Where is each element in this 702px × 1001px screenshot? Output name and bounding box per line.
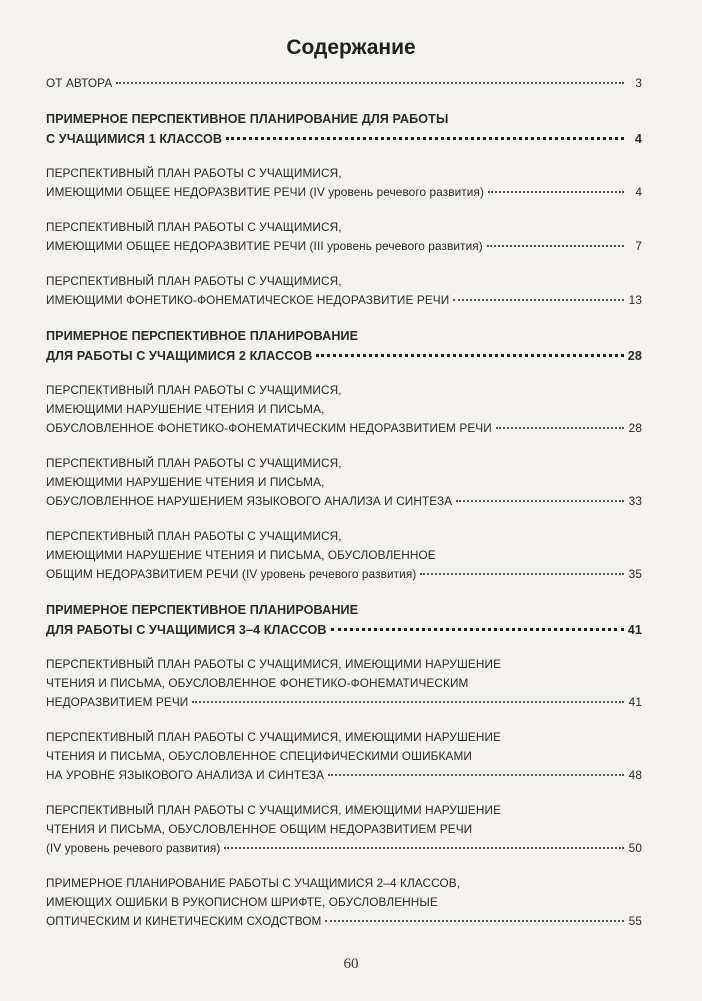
toc-entry-line: ИМЕЮЩИМИ НАРУШЕНИЕ ЧТЕНИЯ И ПИСЬМА, ОБУСЛОВЛЕННОЕ [46,548,436,562]
toc-entry [46,164,642,202]
toc-entry-last-line [46,129,642,149]
toc-page-number: 7 [635,239,642,253]
toc-entry-line: ПЕРСПЕКТИВНЫЙ ПЛАН РАБОТЫ С УЧАЩИМИСЯ, [46,529,342,543]
toc-entry [46,381,642,438]
toc-page-number: 50 [628,841,642,855]
toc-entry [46,655,642,712]
toc-entry-line: ПЕРСПЕКТИВНЫЙ ПЛАН РАБОТЫ С УЧАЩИМИСЯ, [46,166,342,180]
toc-entry-last-line [46,419,642,438]
toc-entry [46,272,642,310]
page-title: Содержание [286,36,416,59]
toc-entry-text: ИМЕЮЩИМИ ОБЩЕЕ НЕДОРАЗВИТИЕ РЕЧИ (IV уровень речевого развития) [46,185,484,199]
dot-leader [325,919,624,922]
toc-entry-line: ЧТЕНИЯ И ПИСЬМА, ОБУСЛОВЛЕННОЕ ФОНЕТИКО-ФОНЕМАТИЧЕСКИМ [46,676,469,690]
toc-entry-text: НЕДОРАЗВИТИЕМ РЕЧИ [46,695,189,709]
toc-entry-line: ИМЕЮЩИХ ОШИБКИ В РУКОПИСНОМ ШРИФТЕ, ОБУСЛОВЛЕННЫЕ [46,895,438,909]
toc-entry-line: ПЕРСПЕКТИВНЫЙ ПЛАН РАБОТЫ С УЧАЩИМИСЯ, [46,383,342,397]
toc-entry [46,74,642,93]
toc-entry-last-line [46,183,642,202]
toc-entry-text: ОБУСЛОВЛЕННОЕ НАРУШЕНИЕМ ЯЗЫКОВОГО АНАЛИЗА И СИНТЕЗА [46,494,453,508]
toc-entry [46,728,642,785]
toc-page-number: 4 [635,185,642,199]
toc-page-number: 4 [634,132,642,146]
toc-entry-line: ПЕРСПЕКТИВНЫЙ ПЛАН РАБОТЫ С УЧАЩИМИСЯ, ИМЕЮЩИМИ НАРУШЕНИЕ [46,657,502,671]
toc-entry-line: ПРИМЕРНОЕ ПЕРСПЕКТИВНОЕ ПЛАНИРОВАНИЕ ДЛЯ РАБОТЫ [46,112,449,126]
toc-entry-last-line [46,912,642,931]
dot-leader [224,846,624,849]
toc-entry-line: ПРИМЕРНОЕ ПЕРСПЕКТИВНОЕ ПЛАНИРОВАНИЕ [46,329,359,343]
toc-entry-line: ПЕРСПЕКТИВНЫЙ ПЛАН РАБОТЫ С УЧАЩИМИСЯ, [46,220,342,234]
toc-page-number: 33 [628,494,642,508]
toc-entry-line: ЧТЕНИЯ И ПИСЬМА, ОБУСЛОВЛЕННОЕ СПЕЦИФИЧЕСКИМИ ОШИБКАМИ [46,749,472,763]
toc-entry-line: ПЕРСПЕКТИВНЫЙ ПЛАН РАБОТЫ С УЧАЩИМИСЯ, [46,274,342,288]
dot-leader [226,136,624,140]
toc-entry-text: ОТ АВТОРА [46,76,113,90]
dot-leader [488,190,624,193]
toc-entry-last-line [46,693,642,712]
toc-entry-line: ПРИМЕРНОЕ ПЛАНИРОВАНИЕ РАБОТЫ С УЧАЩИМИСЯ 2–4 КЛАССОВ, [46,876,461,890]
toc-entry-last-line [46,291,642,310]
toc-entry [46,874,642,931]
toc-entry-last-line [46,492,642,511]
dot-leader [496,426,624,429]
toc-entry-text: ОБУСЛОВЛЕННОЕ ФОНЕТИКО-ФОНЕМАТИЧЕСКИМ НЕДОРАЗВИТИЕМ РЕЧИ [46,421,492,435]
toc-entry-last-line [46,346,642,366]
toc-page-number: 3 [635,76,642,90]
toc-entry-text: С УЧАЩИМИСЯ 1 КЛАССОВ [46,132,223,146]
toc-page-number: 13 [628,293,642,307]
toc-entry-text: (IV уровень речевого развития) [46,841,221,855]
toc-entry-line: ИМЕЮЩИМИ НАРУШЕНИЕ ЧТЕНИЯ И ПИСЬМА, [46,402,325,416]
toc-entry-line: ПЕРСПЕКТИВНЫЙ ПЛАН РАБОТЫ С УЧАЩИМИСЯ, ИМЕЮЩИМИ НАРУШЕНИЕ [46,730,502,744]
toc-entry [46,801,642,858]
toc-page-number: 41 [628,695,642,709]
toc-entry-line: ПЕРСПЕКТИВНЫЙ ПЛАН РАБОТЫ С УЧАЩИМИСЯ, ИМЕЮЩИМИ НАРУШЕНИЕ [46,803,502,817]
dot-leader [116,81,624,84]
toc-page-number: 28 [627,349,642,363]
toc-page-number: 35 [628,567,642,581]
toc-entry-text: ОБЩИМ НЕДОРАЗВИТИЕМ РЕЧИ (IV уровень речевого развития) [46,567,417,581]
dot-leader [328,773,624,776]
toc-page-number: 48 [628,768,642,782]
toc-entry-line: ЧТЕНИЯ И ПИСЬМА, ОБУСЛОВЛЕННОЕ ОБЩИМ НЕДОРАЗВИТИЕМ РЕЧИ [46,822,473,836]
toc-entry-line: ИМЕЮЩИМИ НАРУШЕНИЕ ЧТЕНИЯ И ПИСЬМА, [46,475,325,489]
toc-entry [46,454,642,511]
toc-entry-text: НА УРОВНЕ ЯЗЫКОВОГО АНАЛИЗА И СИНТЕЗА [46,768,325,782]
toc-entry-text: ДЛЯ РАБОТЫ С УЧАЩИМИСЯ 2 КЛАССОВ [46,349,313,363]
toc-entry-last-line [46,620,642,640]
toc-entry-text: ОПТИЧЕСКИМ И КИНЕТИЧЕСКИМ СХОДСТВОМ [46,914,322,928]
dot-leader [420,572,624,575]
toc-entry-last-line [46,766,642,785]
toc-entry-last-line [46,237,642,256]
toc-entry-last-line [46,565,642,584]
toc-entry-text: ИМЕЮЩИМИ ОБЩЕЕ НЕДОРАЗВИТИЕ РЕЧИ (III уровень речевого развития) [46,239,483,253]
dot-leader [453,298,624,301]
toc-entry [46,218,642,256]
toc-entry-line: ПРИМЕРНОЕ ПЕРСПЕКТИВНОЕ ПЛАНИРОВАНИЕ [46,603,359,617]
toc-page-number: 41 [627,623,642,637]
toc-section-entry [46,600,642,640]
toc-entry-text: ДЛЯ РАБОТЫ С УЧАЩИМИСЯ 3–4 КЛАССОВ [46,623,327,637]
dot-leader [192,700,624,703]
toc-entry [46,527,642,584]
toc-entry-last-line [46,839,642,858]
toc-entry-line: ПЕРСПЕКТИВНЫЙ ПЛАН РАБОТЫ С УЧАЩИМИСЯ, [46,456,342,470]
toc-section-entry [46,326,642,366]
toc-entry-text: ИМЕЮЩИМИ ФОНЕТИКО-ФОНЕМАТИЧЕСКОЕ НЕДОРАЗВИТИЕ РЕЧИ [46,293,450,307]
table-of-contents [46,74,642,947]
dot-leader [456,499,624,502]
page-number: 60 [343,956,359,972]
toc-page-number: 55 [628,914,642,928]
dot-leader [316,353,623,357]
toc-page-number: 28 [628,421,642,435]
dot-leader [331,627,624,631]
toc-section-entry [46,109,642,149]
dot-leader [487,244,624,247]
toc-entry-last-line [46,74,642,93]
